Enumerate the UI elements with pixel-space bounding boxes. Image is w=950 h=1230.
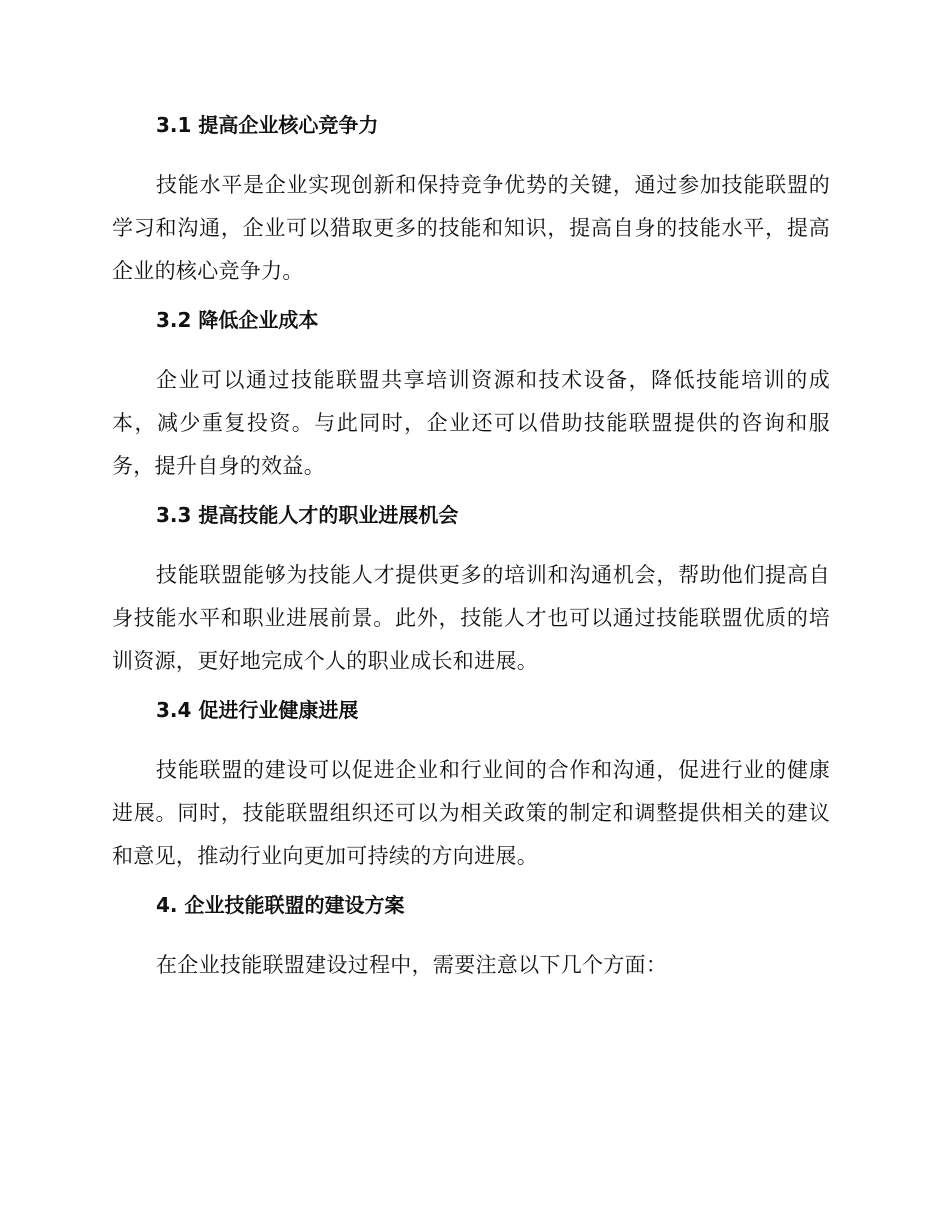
section-heading-4: 4. 企业技能联盟的建设方案 (156, 893, 405, 917)
section-heading-3-1: 3.1 提高企业核心竞争力 (156, 113, 379, 137)
section-body-3-2: 企业可以通过技能联盟共享培训资源和技术设备，降低技能培训的成本，减少重复投资。与此同时，企业还可以借助技能联盟提供的咨询和服务，提升自身的效益。 (112, 368, 830, 478)
section-heading-3-3: 3.3 提高技能人才的职业进展机会 (156, 503, 459, 527)
section-body-3-1: 技能水平是企业实现创新和保持竞争优势的关键，通过参加技能联盟的学习和沟通，企业可以猎取更多的技能和知识，提高自身的技能水平，提高企业的核心竞争力。 (112, 173, 830, 283)
section-heading-3-4: 3.4 促进行业健康进展 (156, 698, 359, 722)
section-body-4: 在企业技能联盟建设过程中，需要注意以下几个方面： (156, 953, 668, 977)
section-body-3-3: 技能联盟能够为技能人才提供更多的培训和沟通机会，帮助他们提高自身技能水平和职业进展前景。此外，技能人才也可以通过技能联盟优质的培训资源，更好地完成个人的职业成长和进展。 (112, 563, 830, 673)
section-body-3-4: 技能联盟的建设可以促进企业和行业间的合作和沟通，促进行业的健康进展。同时，技能联盟组织还可以为相关政策的制定和调整提供相关的建议和意见，推动行业向更加可持续的方向进展。 (112, 758, 830, 868)
document-content (112, 110, 830, 999)
section-heading-3-2: 3.2 降低企业成本 (156, 308, 319, 332)
